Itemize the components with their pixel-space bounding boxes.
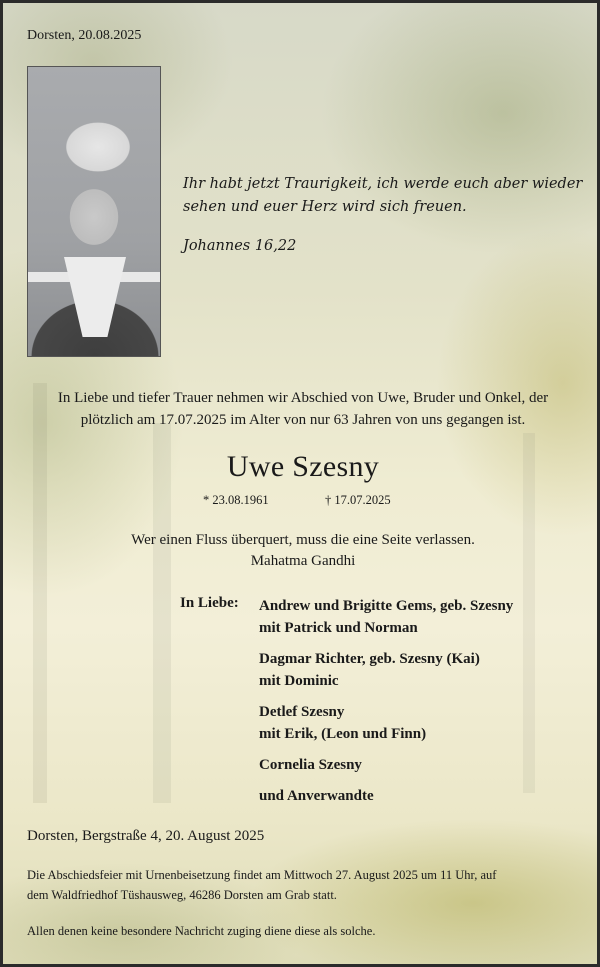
bible-quote-source: Johannes 16,22 [183, 238, 297, 254]
mourner-name: Andrew und Brigitte Gems, geb. Szesny [259, 598, 514, 614]
background-tree-trunk [33, 383, 47, 803]
motto-text: Wer einen Fluss überquert, muss die eine Seite verlassen. [131, 532, 475, 548]
mourner-name: Cornelia Szesny [259, 757, 362, 773]
mourner-family: mit Erik, (Leon und Finn) [259, 726, 427, 742]
closing-note: Allen denen keine besondere Nachricht zuging diene diese als solche. [27, 924, 376, 938]
bible-quote-line-2: sehen und euer Herz wird sich freuen. [183, 199, 467, 215]
bible-quote-line-1: Ihr habt jetzt Traurigkeit, ich werde euch aber wieder [183, 176, 583, 192]
mourners-label: In Liebe: [180, 595, 239, 611]
announcement-line-2: plötzlich am 17.07.2025 im Alter von nur 63 Jahren von uns gegangen ist. [80, 412, 526, 428]
photo-shirt-collar [64, 257, 126, 337]
mourner-group [259, 701, 513, 745]
portrait-photo [27, 66, 161, 357]
mourner-family: mit Dominic [259, 673, 339, 689]
death-date: † 17.07.2025 [325, 493, 391, 507]
footer-place-date: Dorsten, Bergstraße 4, 20. August 2025 [27, 828, 265, 844]
mourner-group [259, 785, 513, 807]
announcement-text [23, 387, 583, 431]
announcement-line-1: In Liebe und tiefer Trauer nehmen wir Abschied von Uwe, Bruder und Onkel, der [57, 390, 549, 406]
mourner-group [259, 648, 513, 692]
ceremony-line-2: dem Waldfriedhof Tüshausweg, 46286 Dorsten am Grab statt. [27, 888, 337, 902]
mourner-relatives: und Anverwandte [259, 788, 374, 804]
mourner-family: mit Patrick und Norman [259, 620, 418, 636]
memorial-motto [3, 530, 600, 572]
ceremony-info [27, 865, 587, 905]
bible-quote [183, 173, 583, 219]
header-place-date: Dorsten, 20.08.2025 [27, 28, 142, 43]
deceased-name: Uwe Szesny [226, 450, 380, 483]
mourner-group [259, 754, 513, 776]
mourner-group [259, 595, 513, 639]
birth-date: * 23.08.1961 [203, 493, 269, 507]
ceremony-line-1: Die Abschiedsfeier mit Urnenbeisetzung findet am Mittwoch 27. August 2025 um 11 Uhr, auf [27, 868, 497, 882]
mourner-name: Dagmar Richter, geb. Szesny (Kai) [259, 651, 480, 667]
mourners-list [259, 595, 513, 816]
motto-author: Mahatma Gandhi [250, 553, 356, 569]
mourner-name: Detlef Szesny [259, 704, 345, 720]
background-tree-trunk [523, 433, 535, 793]
